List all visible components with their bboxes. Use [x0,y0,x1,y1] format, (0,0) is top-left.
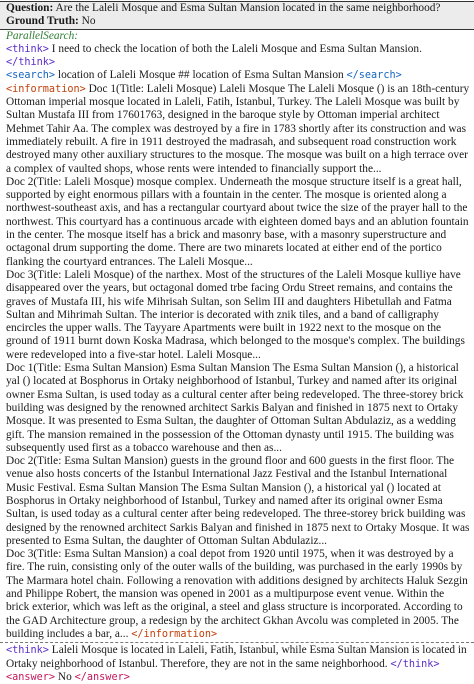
think-text-1: I need to check the location of both the Laleli Mosque and Esma Sultan Mansion. [51,42,422,55]
think-open-tag: <think> [6,43,49,55]
answer-close-tag: </answer> [74,671,130,683]
search-open-tag: <search> [6,70,56,82]
information-open-tag: <information> [6,83,86,95]
ground-truth-value: No [81,15,96,28]
doc-laleli-2: Doc 2(Title: Laleli Mosque) mosque complex. Underneath the mosque structure itself is a great hall, supported by eight enormous pillars with a fountain in the center. The mosque is oriented along a northwest-southeast axis, and has a rectangular courtyard about twice the size of the prayer hall to the northwest. This courtyard has a continuous arcade with eighteen domed bays and an ablution fountain in the center. The mosque itself has a brick and masonry base, with a masonry superstructure and octagonal drum supporting the dome. There are two minarets located at either end of the portico flanking the courtyard entrances. The Laleli Mosque... [6,175,469,268]
doc-text: Doc 3(Title: Esma Sultan Mansion) a coal depot from 1920 until 1975, when it was destroyed by a fire. The ruin, consisting only of the outer walls of the building, was purchased in the early 1990s by The Marmara hotel chain. Following a renovation with additions designed by architects Haluk Sezgin and Philippe Robert, the mansion was opened in 2001 as a multipurpose event venue. Within the brick exterior, which was left as the original, a steel and glass structure is incorporated. According to the GAD Architecture group, a redesign by the architect Gkhan Avcolu was completed in 2005. The building includes a bar, a... [6,548,468,640]
think-close-tag: </think> [390,658,440,670]
think-open-tag: <think> [6,645,49,657]
doc-text: Doc 1(Title: Laleli Mosque) Laleli Mosque The Laleli Mosque () is an 18th-century Ottoman imperial mosque located in Laleli, Fatih, Istanbul, Turkey. The Laleli Mosque was built by Sultan Mustafa III from 17601763, designed in the baroque style by Ottoman imperial architect Mehmet Tahir Aa. The complex was destroyed by a fire in 1783 shortly after its construction and was immediately rebuilt. A fire in 1911 destroyed the madrasah, and subsequent road construction work destroyed many other auxiliary structures to the mosque. The mosque was built on a high terrace over a complex of vaulted shops, whose rents were intended to financially support the... [6,82,470,175]
information-close-tag: </information> [131,628,218,640]
dashed-divider [0,642,474,643]
question-text: Are the Laleli Mosque and Esma Sultan Mansion located in the same neighborhood? [55,2,441,14]
method-name: ParallelSearch: [6,29,79,42]
search-close-tag: </search> [346,70,402,82]
search-query: location of Laleli Mosque ## location of Esma Sultan Mansion [57,69,344,82]
question-row [0,2,474,15]
think-block-2 [6,644,470,671]
doc-laleli-3: Doc 3(Title: Laleli Mosque) of the narthex. Most of the structures of the Laleli Mosque kulliye have disappeared over the years, but octagonal domed trbe facing Ordu Street remains, and contains the graves of Mustafa III, his wife Mihrisah Sultan, son Selim III and daughters Hibetullah and Fatma Sultan and Mihrimah Sultan. The interior is decorated with znik tiles, and a band of calligraphy encircles the upper walls. The Tayyare Apartments were built in 1922 next to the mosque on the ground of 1911 burnt down Koska Madrasa, which belonged to the mosque's complex. The buildings were redeveloped into a five-star hotel. Laleli Mosque... [6,268,465,361]
think-block-1 [6,43,470,70]
information-block [6,83,470,641]
think-text-2: Laleli Mosque is located in Laleli, Fatih, Istanbul, while Esma Sultan Mansion is located in Ortaky neighborhood of Istanbul. Therefore, they are not in the same neighborhood. [6,644,467,670]
search-block [6,69,470,82]
question-label: Question: [6,2,54,14]
doc-esma-2: Doc 2(Title: Esma Sultan Mansion) guests in the ground floor and 600 guests in the first floor. The venue also hosts concerts of the Istanbul International Jazz Festival and the Istanbul International Music Festival. Esma Sultan Mansion The Esma Sultan Mansion (), a historical yal () located at Bosphorus in Ortaky neighborhood of Istanbul, Turkey and named after its original owner Esma Sultan, is used today as a cultural center after being redeveloped. The three-storey brick building was designed by the renowned architect Sarkis Balyan and finished in 1875 next to Ortaky Mosque. It was presented to Esma Sultan, the daughter of Ottoman Sultan Abdulaziz... [6,455,470,547]
answer-text: No [57,670,72,683]
ground-truth-label: Ground Truth: [6,15,79,28]
doc-esma-1: Doc 1(Title: Esma Sultan Mansion) Esma Sultan Mansion The Esma Sultan Mansion (), a historical yal () located at Bosphorus in Ortaky neighborhood of Istanbul, Turkey and named after its original owner Esma Sultan, is used today as a cultural center after being redeveloped. The three-storey brick building was designed by the renowned architect Sarkis Balyan and finished in 1875 next to Ortaky Mosque. It was presented to Esma Sultan, the daughter of Ottoman Sultan Abdulaziz, as a wedding gift. The mansion remained in the possession of the Ottoman dynasty until 1915. The building was subsequently used first as a tobacco warehouse and then as... [6,362,464,454]
answer-block [6,671,470,684]
answer-open-tag: <answer> [6,671,56,683]
doc-esma-3 [6,548,470,641]
think-close-tag: </think> [6,57,56,69]
doc-laleli-1 [6,83,470,176]
ground-truth-row [0,15,474,28]
